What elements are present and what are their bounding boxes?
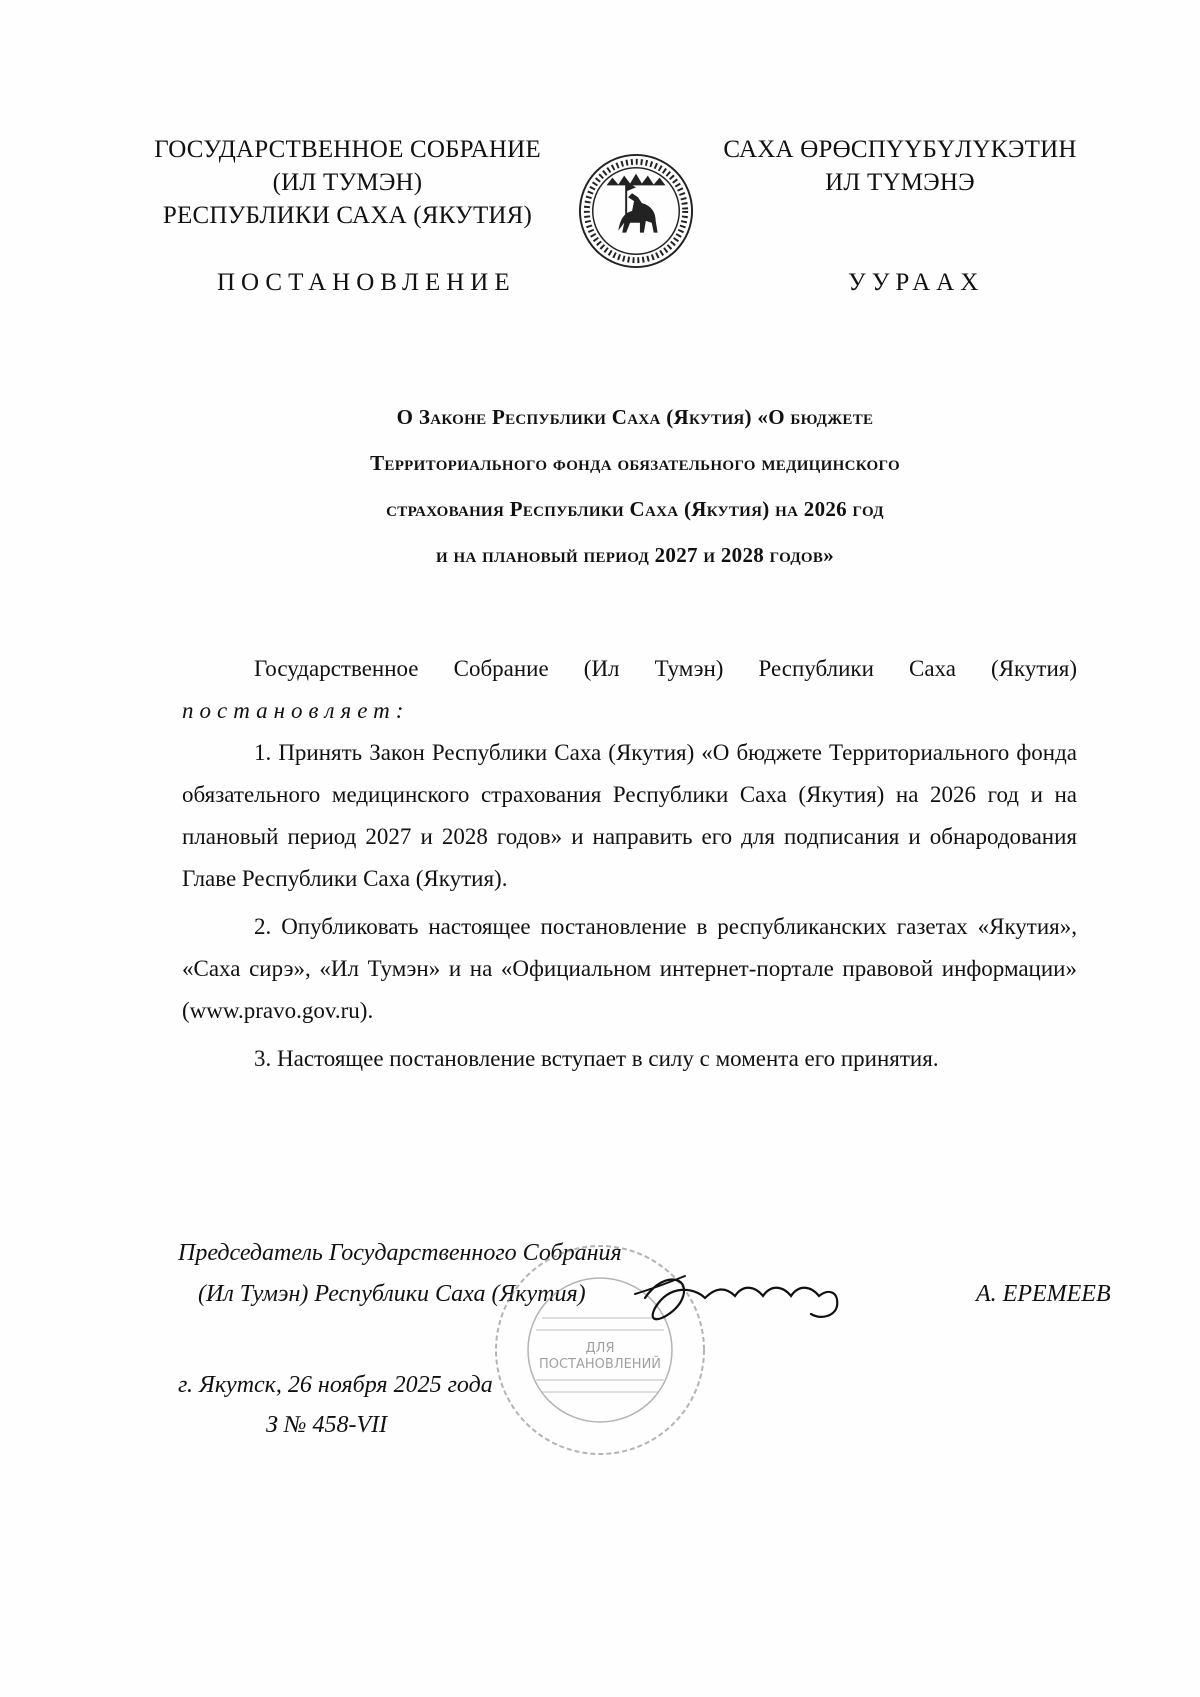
item-1: 1. Принять Закон Республики Саха (Якутия) «О бюджете Территориального фонда обязательного медицинского страхования Республики Саха (Якутия) на 2026 год и на плановый период 2027 и 2028 годов» и направить его для подписания и обнародования Главе Республики Саха (Якутия).	[182, 740, 1077, 891]
item-3: 3. Настоящее постановление вступает в силу с момента его принятия.	[254, 1046, 939, 1071]
signer-position-line1: Председатель Государственного Собрания	[178, 1240, 622, 1266]
header-left-line: РЕСПУБЛИКИ САХА (ЯКУТИЯ)	[162, 202, 533, 229]
header-right-line: ИЛ ТҮМЭНЭ	[825, 169, 975, 196]
header-left	[150, 133, 545, 232]
header-left-line: (ИЛ ТУМЭН)	[272, 169, 423, 196]
handwritten-signature-icon	[625, 1258, 885, 1338]
item-2: 2. Опубликовать настоящее постановление в республиканских газетах «Якутия», «Саха сирэ», «Ил Тумэн» и на «Официальном интернет-портале правовой информации» (www.pravo.gov.ru).	[182, 914, 1077, 1023]
document-title	[200, 394, 1070, 578]
document-type-sah: УУРААХ	[848, 269, 985, 296]
stamp-text-1: ДЛЯ	[585, 1341, 615, 1356]
header-left-line: ГОСУДАРСТВЕННОЕ СОБРАНИЕ	[154, 136, 541, 163]
title-line: О Законе Республики Саха (Якутия) «О бюджете	[396, 405, 874, 429]
stamp-text-2: ПОСТАНОВЛЕНИЙ	[538, 1357, 662, 1372]
coat-of-arms-icon	[577, 152, 695, 270]
title-line: и на плановый период 2027 и 2028 годов»	[435, 543, 835, 567]
intro-paragraph: Государственное Собрание (Ил Тумэн) Республики Саха (Якутия)	[254, 656, 1077, 681]
title-line: Территориального фонда обязательного медицинского	[370, 451, 900, 475]
document-type-ru: ПОСТАНОВЛЕНИЕ	[217, 269, 516, 296]
title-line: страхования Республики Саха (Якутия) на 2026 год	[386, 497, 884, 521]
header-right	[720, 133, 1080, 199]
document-number: З № 458-VII	[266, 1412, 388, 1438]
document-body	[182, 648, 1077, 1080]
header-right-line: САХА ӨРӨСПҮҮБҮЛҮКЭТИН	[723, 136, 1077, 163]
signer-name: А. ЕРЕМЕЕВ	[976, 1281, 1111, 1307]
signer-position-line2: (Ил Тумэн) Республики Саха (Якутия)	[198, 1281, 586, 1307]
resolves-text: постановляет:	[182, 698, 410, 723]
place-date: г. Якутск, 26 ноября 2025 года	[178, 1372, 493, 1398]
